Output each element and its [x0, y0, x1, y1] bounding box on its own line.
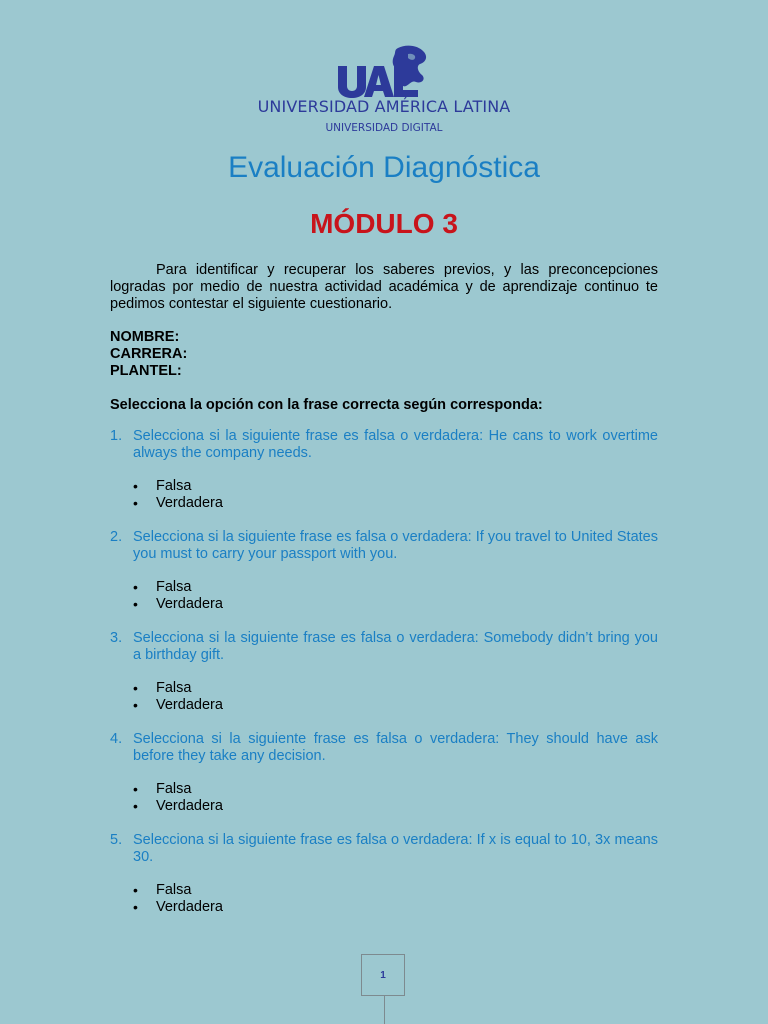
option-verdadera[interactable] — [133, 899, 223, 916]
option-label: Verdadera — [156, 899, 223, 915]
option-label: Verdadera — [156, 596, 223, 612]
field-carrera: CARRERA: — [110, 346, 188, 362]
option-list — [133, 579, 223, 613]
bullet-icon: • — [133, 478, 138, 494]
bullet-icon: • — [133, 781, 138, 797]
bullet-icon: • — [133, 899, 138, 915]
bullet-icon: • — [133, 495, 138, 511]
question-list — [110, 428, 658, 933]
question-number: 3. — [110, 630, 123, 646]
option-label: Verdadera — [156, 798, 223, 814]
option-label: Falsa — [156, 478, 192, 494]
intro-paragraph: Para identificar y recuperar los saberes previos, y las preconcepciones logradas por medio de nuestra actividad académica y de aprendizaje continuo te pedimos contestar el siguiente cuestionario. — [110, 262, 658, 312]
option-verdadera[interactable] — [133, 596, 223, 613]
question-item — [110, 630, 658, 731]
student-fields — [110, 329, 187, 380]
bullet-icon: • — [133, 798, 138, 814]
instruction-text: Selecciona la opción con la frase correcta según corresponda: — [110, 397, 543, 413]
option-falsa[interactable] — [133, 680, 223, 697]
module-title: MÓDULO 3 — [310, 208, 458, 239]
option-label: Falsa — [156, 680, 192, 696]
page-number: 1 — [361, 954, 405, 996]
page-number-line — [384, 996, 385, 1024]
option-falsa[interactable] — [133, 579, 223, 596]
bullet-icon: • — [133, 596, 138, 612]
question-number: 2. — [110, 529, 123, 545]
question-item — [110, 529, 658, 630]
option-label: Falsa — [156, 579, 192, 595]
bullet-icon: • — [133, 680, 138, 696]
option-list — [133, 478, 223, 512]
field-plantel: PLANTEL: — [110, 363, 182, 379]
university-subtitle: UNIVERSIDAD DIGITAL — [325, 122, 443, 134]
option-label: Verdadera — [156, 495, 223, 511]
question-item — [110, 832, 658, 933]
bullet-icon: • — [133, 882, 138, 898]
question-text: Selecciona si la siguiente frase es falsa o verdadera: He cans to work overtime always the company needs. — [133, 428, 658, 461]
question-item — [110, 731, 658, 832]
option-falsa[interactable] — [133, 781, 223, 798]
question-item — [110, 428, 658, 529]
option-list — [133, 680, 223, 714]
ual-logo — [336, 42, 436, 100]
bullet-icon: • — [133, 579, 138, 595]
option-label: Falsa — [156, 781, 192, 797]
question-number: 4. — [110, 731, 123, 747]
option-falsa[interactable] — [133, 882, 223, 899]
option-verdadera[interactable] — [133, 697, 223, 714]
question-number: 5. — [110, 832, 123, 848]
option-verdadera[interactable] — [133, 495, 223, 512]
university-name: UNIVERSIDAD AMÉRICA LATINA — [257, 97, 511, 116]
question-text: Selecciona si la siguiente frase es falsa o verdadera: They should have ask before they take any decision. — [133, 731, 658, 764]
question-text: Selecciona si la siguiente frase es falsa o verdadera: If x is equal to 10, 3x means 30. — [133, 832, 658, 865]
question-number: 1. — [110, 428, 123, 444]
option-list — [133, 781, 223, 815]
field-nombre: NOMBRE: — [110, 329, 180, 345]
option-label: Falsa — [156, 882, 192, 898]
option-list — [133, 882, 223, 916]
option-label: Verdadera — [156, 697, 223, 713]
document-title: Evaluación Diagnóstica — [228, 151, 540, 184]
bullet-icon: • — [133, 697, 138, 713]
question-text: Selecciona si la siguiente frase es falsa o verdadera: Somebody didn’t bring you a birthday gift. — [133, 630, 658, 663]
option-verdadera[interactable] — [133, 798, 223, 815]
question-text: Selecciona si la siguiente frase es falsa o verdadera: If you travel to United States you must to carry your passport with you. — [133, 529, 658, 562]
option-falsa[interactable] — [133, 478, 223, 495]
